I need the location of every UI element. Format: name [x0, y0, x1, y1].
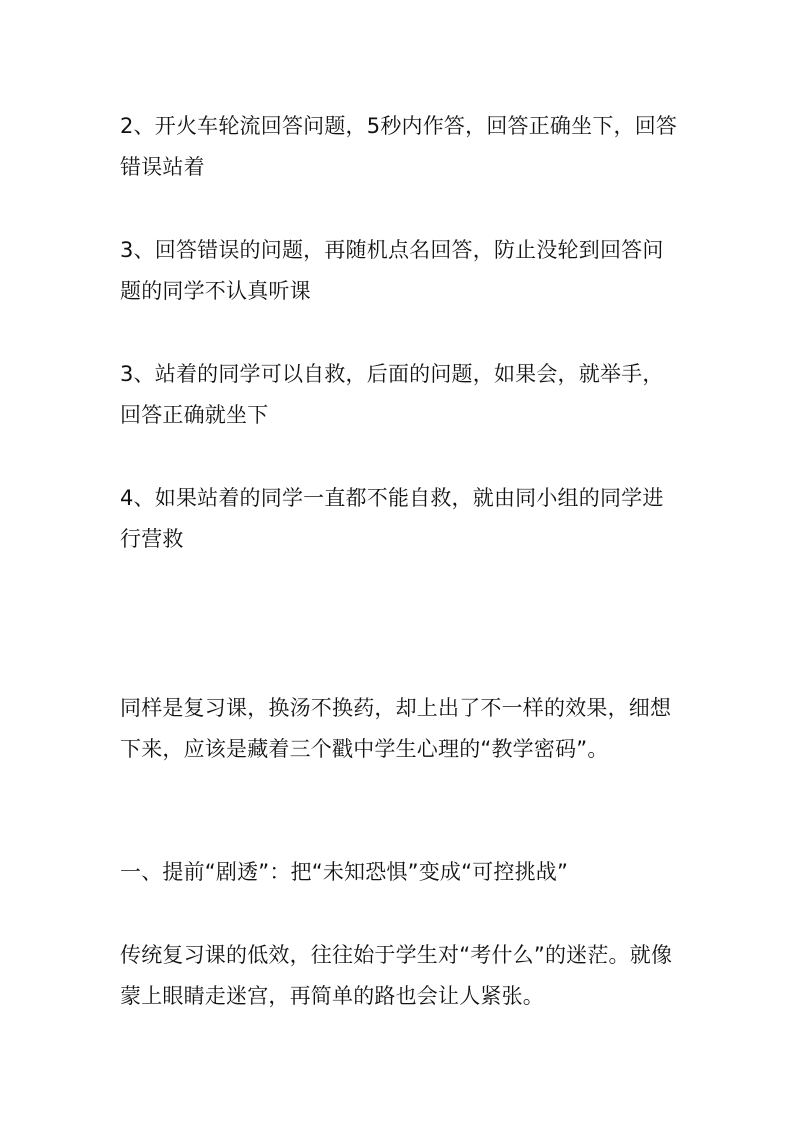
rule-paragraph-group-rescue: 4、如果站着的同学一直都不能自救，就由同小组的同学进行营救: [120, 486, 664, 551]
rule-paragraph-self-rescue: 3、站着的同学可以自救，后面的问题，如果会，就举手，回答正确就坐下: [120, 362, 664, 427]
body-paragraph: 传统复习课的低效，往往始于学生对“考什么”的迷茫。就像蒙上眼睛走迷宫，再简单的路也会让人紧张。: [120, 943, 673, 1008]
reflection-paragraph: 同样是复习课，换汤不换药，却上出了不一样的效果，细想下来，应该是藏着三个戳中学生心理的“教学密码”。: [120, 696, 672, 761]
rule-paragraph-random-call: 3、回答错误的问题，再随机点名回答，防止没轮到回答问题的同学不认真听课: [120, 238, 664, 303]
section-heading: 一、提前“剧透”：把“未知恐惧”变成“可控挑战”: [120, 860, 569, 884]
rule-paragraph-train-answer: 2、开火车轮流回答问题，5秒内作答，回答正确坐下，回答错误站着: [120, 114, 678, 179]
